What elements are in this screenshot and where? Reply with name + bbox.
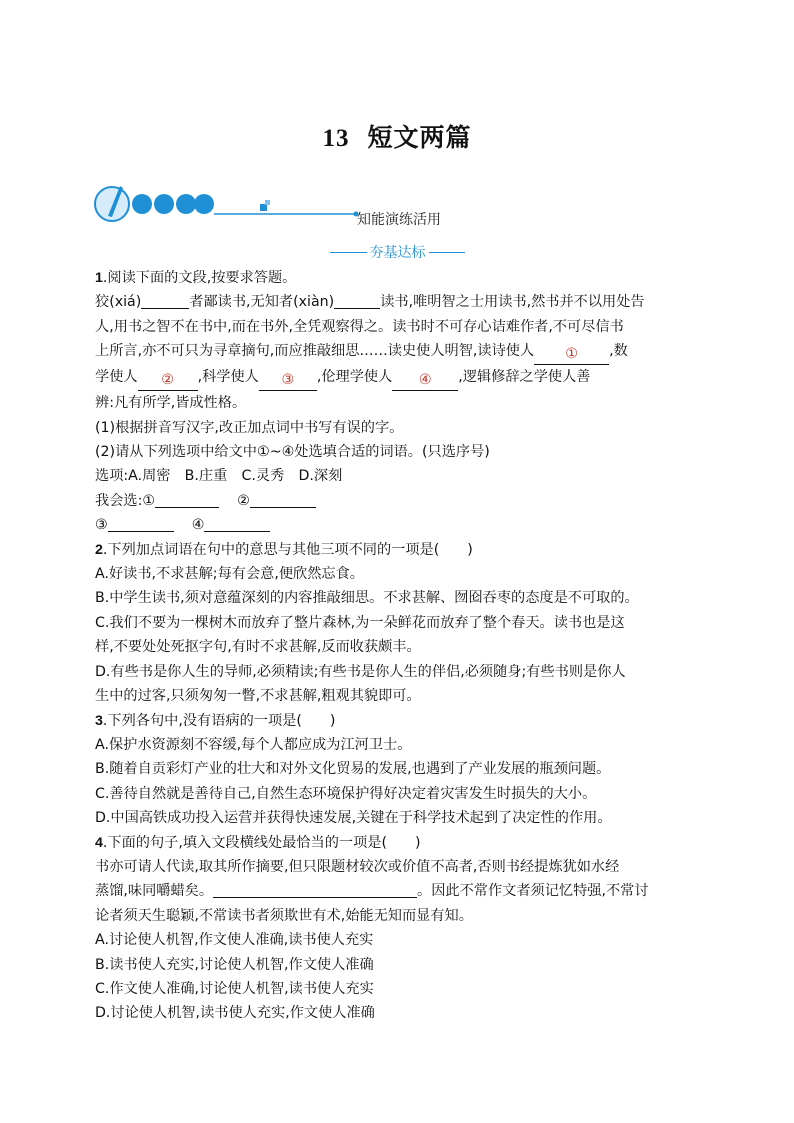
page-title	[0, 118, 794, 154]
q2-option-d: 生中的过客,只须匆匆一瞥,不求甚解,粗观其貌即可。	[95, 688, 421, 705]
question-3-prompt: 3.下列各句中,没有语病的一项是( )	[95, 712, 336, 729]
q3-option-d: D.中国高铁成功投入运营并获得快速发展,关键在于科学技术起到了决定性的作用。	[95, 810, 612, 827]
choice-blank-1[interactable]	[155, 489, 219, 508]
q2-option-d: D.有些书是你人生的导师,必须精读;有些书是你人生的伴侣,必须随身;有些书则是你人	[95, 663, 626, 680]
answer-blank-3[interactable]: ③	[259, 370, 317, 391]
q4-passage-line: 论者须天生聪颖,不常读书者须欺世有术,始能无知而显有知。	[95, 907, 473, 924]
q4-option-c: C.作文使人准确,讨论使人机智,读书使人充实	[95, 980, 374, 997]
pinyin-blank-2[interactable]	[334, 290, 380, 309]
q4-passage-line: 书亦可请人代读,取其所作摘要,但只限题材较次或价值不高者,否则书经提炼犹如水经	[95, 858, 620, 875]
q2-option-c: 样,不要处处死抠字句,有时不求甚解,反而收获颇丰。	[95, 639, 421, 656]
q2-option-a: A.好读书,不求甚解;每有会意,便欣然忘食。	[95, 566, 364, 583]
q4-option-b: B.读书使人充实,讨论使人机智,作文使人准确	[95, 956, 374, 973]
q1-choice-row: 我会选:① ②	[95, 489, 705, 513]
q1-choice-row: ③ ④	[95, 513, 705, 537]
q1-passage-line: 辨:凡有所学,皆成性格。	[95, 395, 247, 412]
q1-passage-line: 学使人 ② ,科学使人 ③ ,伦理学使人 ④ ,逻辑修辞之学使人善	[95, 365, 705, 391]
banner-dot	[154, 194, 174, 214]
q1-subquestion-1: (1)根据拼音写汉字,改正加点词中书写有误的字。	[95, 419, 404, 436]
question-1-prompt: 1.阅读下面的文段,按要求答题。	[95, 270, 297, 286]
choice-blank-3[interactable]	[108, 513, 174, 532]
banner-dot	[132, 194, 152, 214]
pinyin-blank-1[interactable]	[141, 290, 189, 309]
answer-blank-2[interactable]: ②	[138, 370, 198, 391]
answer-blank-4[interactable]: ④	[392, 370, 458, 391]
section-heading	[330, 242, 465, 262]
banner-dot	[176, 194, 196, 214]
q4-option-d: D.讨论使人机智,读书使人充实,作文使人准确	[95, 1005, 375, 1022]
q2-option-b: B.中学生读书,须对意蕴深刻的内容推敲细思。不求甚解、囫囵吞枣的态度是不可取的。	[95, 590, 639, 607]
choice-blank-2[interactable]	[250, 489, 316, 508]
fill-blank[interactable]	[213, 879, 417, 898]
answer-blank-1[interactable]: ①	[534, 344, 609, 365]
q1-passage-line: 上所言,亦不可只为寻章摘句,而应推敲细思……读史使人明智,读诗使人 ① ,数	[95, 339, 705, 365]
q1-passage-line: 狡(xiá) 者鄙读书,无知者(xiàn) 读书,唯明智之士用读书,然书并不以用处告	[95, 290, 705, 314]
q4-option-a: A.讨论使人机智,作文使人准确,读书使人充实	[95, 932, 374, 949]
q2-option-c: C.我们不要为一棵树木而放弃了整片森林,为一朵鲜花而放弃了整个春天。读书也是这	[95, 614, 625, 631]
lesson-title: 短文两篇	[367, 123, 472, 152]
question-4-prompt: 4.下面的句子,填入文段横线处最恰当的一项是( )	[95, 834, 421, 851]
q1-options: 选项:A.周密 B.庄重 C.灵秀 D.深刻	[95, 468, 343, 485]
banner-label: 知能演练活用	[357, 212, 441, 228]
q1-subquestion-2: (2)请从下列选项中给文中①~④处选填合适的词语。(只选序号)	[95, 444, 490, 461]
banner-square	[260, 204, 267, 211]
q1-passage-line: 人,用书之智不在书中,而在书外,全凭观察得之。读书时不可存心诘难作者,不可尽信书	[95, 318, 624, 335]
lesson-number: 13	[322, 125, 350, 152]
choice-blank-4[interactable]	[204, 513, 270, 532]
banner-square	[265, 200, 270, 205]
q3-option-b: B.随着自贡彩灯产业的壮大和对外文化贸易的发展,也遇到了产业发展的瓶颈问题。	[95, 761, 611, 778]
q3-option-c: C.善待自然就是善待自己,自然生态环境保护得好决定着灾害发生时损失的大小。	[95, 785, 597, 802]
q3-option-a: A.保护水资源刻不容缓,每个人都应成为江河卫士。	[95, 736, 412, 753]
q4-passage-line: 蒸馏,味同嚼蜡矣。 。因此不常作文者须记忆特强,不常讨	[95, 879, 705, 903]
heading-rule	[330, 252, 367, 253]
question-2-prompt: 2.下列加点词语在句中的意思与其他三项不同的一项是( )	[95, 541, 473, 558]
heading-rule	[429, 252, 466, 253]
exercise-content	[95, 266, 705, 1026]
banner-dot	[194, 194, 214, 214]
section-heading-text: 夯基达标	[369, 245, 426, 261]
